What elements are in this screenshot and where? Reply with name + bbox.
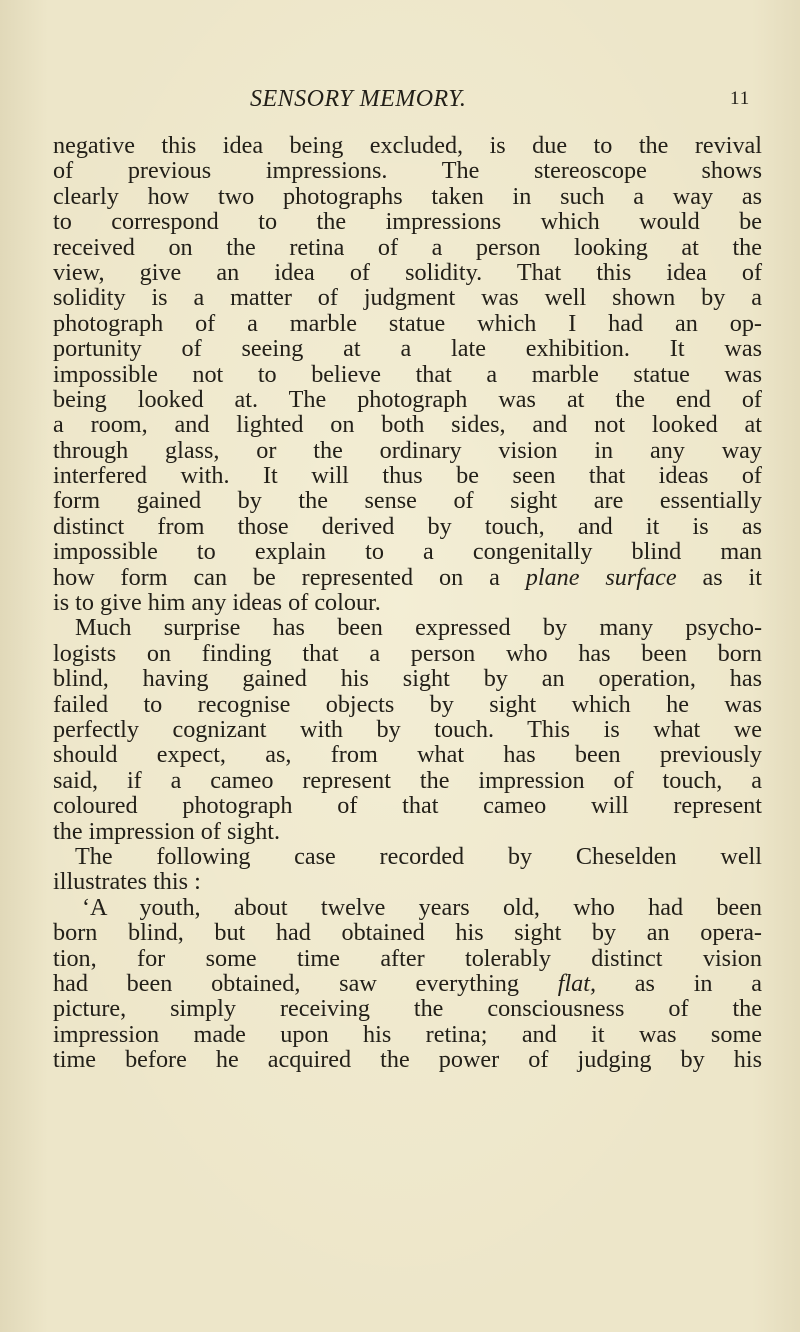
paragraph-start-line: The following case recorded by Cheselden well: [75, 842, 762, 870]
running-head: [0, 86, 800, 116]
text-line: perfectly cognizant with by touch. This is what we: [53, 715, 762, 743]
text-line: blind, having gained his sight by an operation, has: [53, 665, 762, 693]
text-line: interfered with. It will thus be seen that ideas of: [53, 462, 762, 490]
text-line: coloured photograph of that cameo will represent: [53, 792, 762, 820]
italic-phrase: flat,: [557, 969, 597, 997]
text-segment: as it: [676, 563, 762, 591]
running-head-title: SENSORY MEMORY.: [250, 86, 467, 112]
text-line: distinct from those derived by touch, and it is as: [53, 512, 762, 540]
text-line: picture, simply receiving the consciousness of the: [53, 995, 762, 1023]
page-number: 11: [730, 88, 751, 109]
paragraph-start-line: Much surprise has been expressed by many psycho-: [75, 614, 762, 642]
text-line: solidity is a matter of judgment was well shown by a: [53, 284, 762, 312]
paragraph-end-line: illustrates this :: [53, 868, 201, 896]
text-line: born blind, but had obtained his sight by an opera-: [53, 919, 762, 947]
text-line: negative this idea being excluded, is due to the revival: [53, 132, 762, 159]
text-line: photograph of a marble statue which I had an op-: [53, 309, 762, 337]
italic-phrase: plane surface: [525, 563, 677, 591]
text-line: time before he acquired the power of judging by his: [53, 1046, 762, 1074]
text-segment: as in a: [596, 969, 763, 997]
text-line: said, if a cameo represent the impression of touch, a: [53, 766, 762, 794]
text-segment: how form can be represented on a: [53, 563, 526, 591]
text-line: received on the retina of a person looking at the: [53, 233, 762, 261]
text-line-with-italic: [53, 971, 762, 996]
text-line-with-italic: [53, 565, 762, 590]
text-line: being looked at. The photograph was at the end of: [53, 385, 762, 413]
text-line: impossible to explain to a congenitally blind man: [53, 538, 762, 566]
quote-start-line: ‘A youth, about twelve years old, who had been: [82, 893, 762, 921]
text-line: form gained by the sense of sight are essentially: [53, 487, 762, 515]
text-line: impossible not to believe that a marble statue was: [53, 360, 762, 388]
text-line: logists on finding that a person who has been born: [53, 639, 762, 667]
text-line: a room, and lighted on both sides, and not looked at: [53, 411, 762, 439]
text-line: view, give an idea of solidity. That this idea of: [53, 258, 762, 286]
text-line: tion, for some time after tolerably distinct vision: [53, 944, 762, 972]
paragraph-end-line: is to give him any ideas of colour.: [53, 589, 381, 617]
text-line: clearly how two photographs taken in such a way as: [53, 182, 762, 210]
text-line: to correspond to the impressions which would be: [53, 208, 762, 236]
text-segment: had been obtained, saw everything: [53, 969, 558, 997]
text-line: through glass, or the ordinary vision in any way: [53, 436, 762, 464]
text-line: impression made upon his retina; and it was some: [53, 1020, 762, 1048]
body-text: [53, 133, 762, 1072]
paragraph-end-line: the impression of sight.: [53, 817, 281, 845]
text-line: of previous impressions. The stereoscope shows: [53, 157, 762, 185]
text-line: should expect, as, from what has been previously: [53, 741, 762, 769]
text-line: portunity of seeing at a late exhibition. It was: [53, 335, 762, 363]
text-line: failed to recognise objects by sight which he was: [53, 690, 762, 718]
